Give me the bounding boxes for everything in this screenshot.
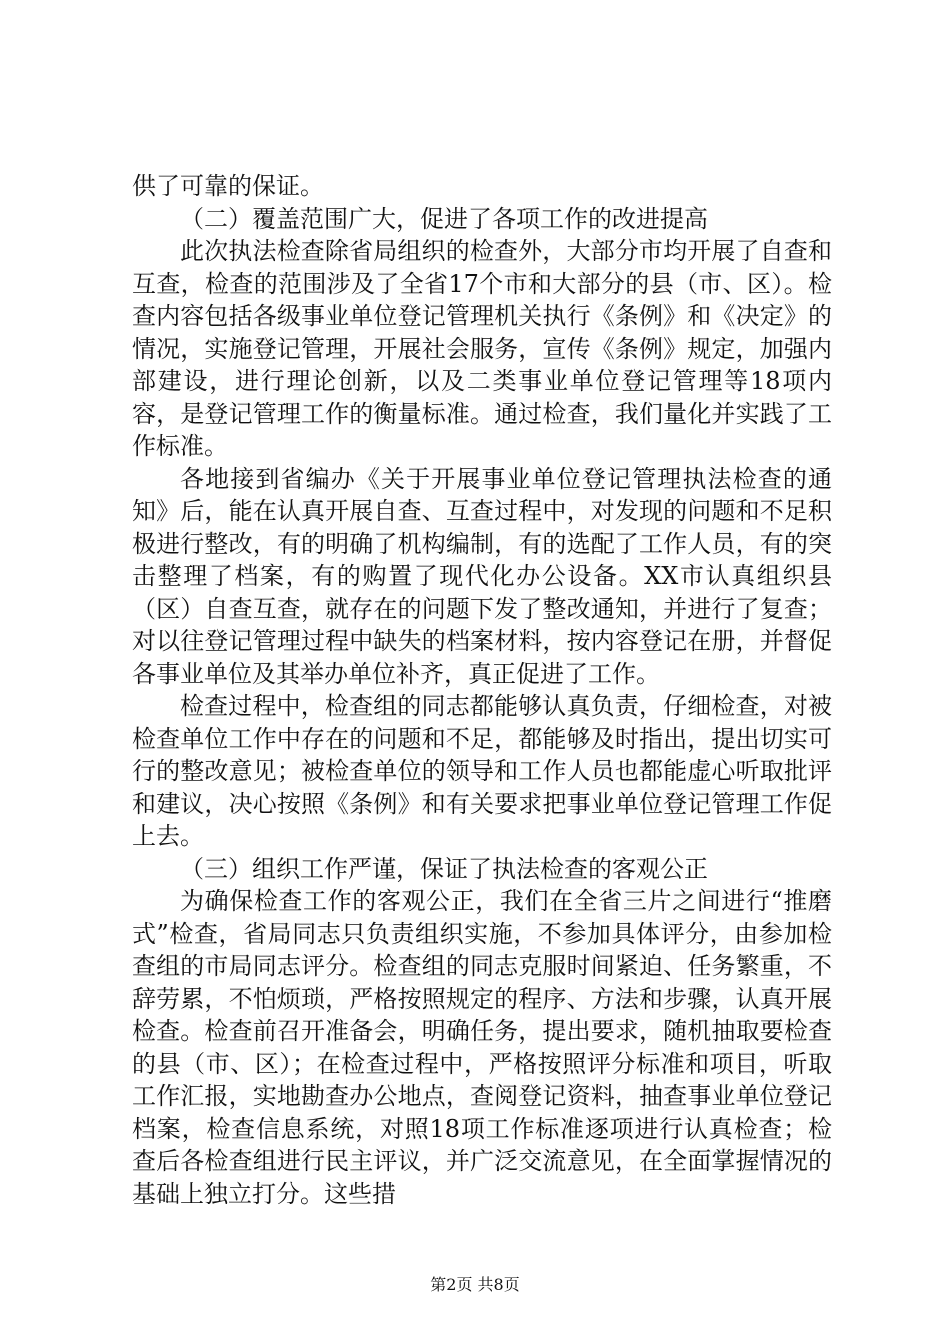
paragraph-coverage: 此次执法检查除省局组织的检查外，大部分市均开展了自查和互查，检查的范围涉及了全省17个市和大部分的县（市、区）。检查内容包括各级事业单位登记管理机关执行《条例》和《决定》的情况，实施登记管理，开展社会服务，宣传《条例》规定，加强内部建设，进行理论创新，以及二类事业单位登记管理等18项内容，是登记管理工作的衡量标准。通过检查，我们量化并实践了工作标准。 bbox=[132, 237, 832, 460]
page-number-footer: 第2页 共8页 bbox=[430, 1275, 520, 1294]
paragraph-rectification: 各地接到省编办《关于开展事业单位登记管理执法检查的通知》后，能在认真开展自查、互查过程中，对发现的问题和不足积极进行整改，有的明确了机构编制，有的选配了工作人员，有的突击整理了档案，有的购置了现代化办公设备。XX市认真组织县（区）自查互查，就存在的问题下发了整改通知，并进行了复查；对以往登记管理过程中缺失的档案材料，按内容登记在册，并督促各事业单位及其举办单位补齐，真正促进了工作。 bbox=[132, 464, 832, 688]
paragraph-objectivity: 为确保检查工作的客观公正，我们在全省三片之间进行“推磨式”检查，省局同志只负责组织实施，不参加具体评分，由参加检查组的市局同志评分。检查组的同志克服时间紧迫、任务繁重，不辞劳累，不怕烦琐，严格按照规定的程序、方法和步骤，认真开展检查。检查前召开准备会，明确任务，提出要求，随机抽取要检查的县（市、区）；在检查过程中，严格按照评分标准和项目，听取工作汇报，实地勘查办公地点，查阅登记资料，抽查事业单位登记档案，检查信息系统，对照18项工作标准逐项进行认真检查；检查后各检查组进行民主评议，并广泛交流意见，在全面掌握情况的基础上独立打分。这些措 bbox=[132, 887, 832, 1208]
section-heading-2: （二）覆盖范围广大，促进了各项工作的改进提高 bbox=[180, 204, 708, 233]
section-heading-3: （三）组织工作严谨，保证了执法检查的客观公正 bbox=[180, 854, 708, 883]
paragraph-continuation: 供了可靠的保证。 bbox=[132, 172, 324, 200]
paragraph-inspection-process: 检查过程中，检查组的同志都能够认真负责，仔细检查，对被检查单位工作中存在的问题和不足，都能够及时指出，提出切实可行的整改意见；被检查单位的领导和工作人员也都能虚心听取批评和建议，决心按照《条例》和有关要求把事业单位登记管理工作促上去。 bbox=[132, 692, 832, 850]
document-body bbox=[132, 170, 832, 1210]
